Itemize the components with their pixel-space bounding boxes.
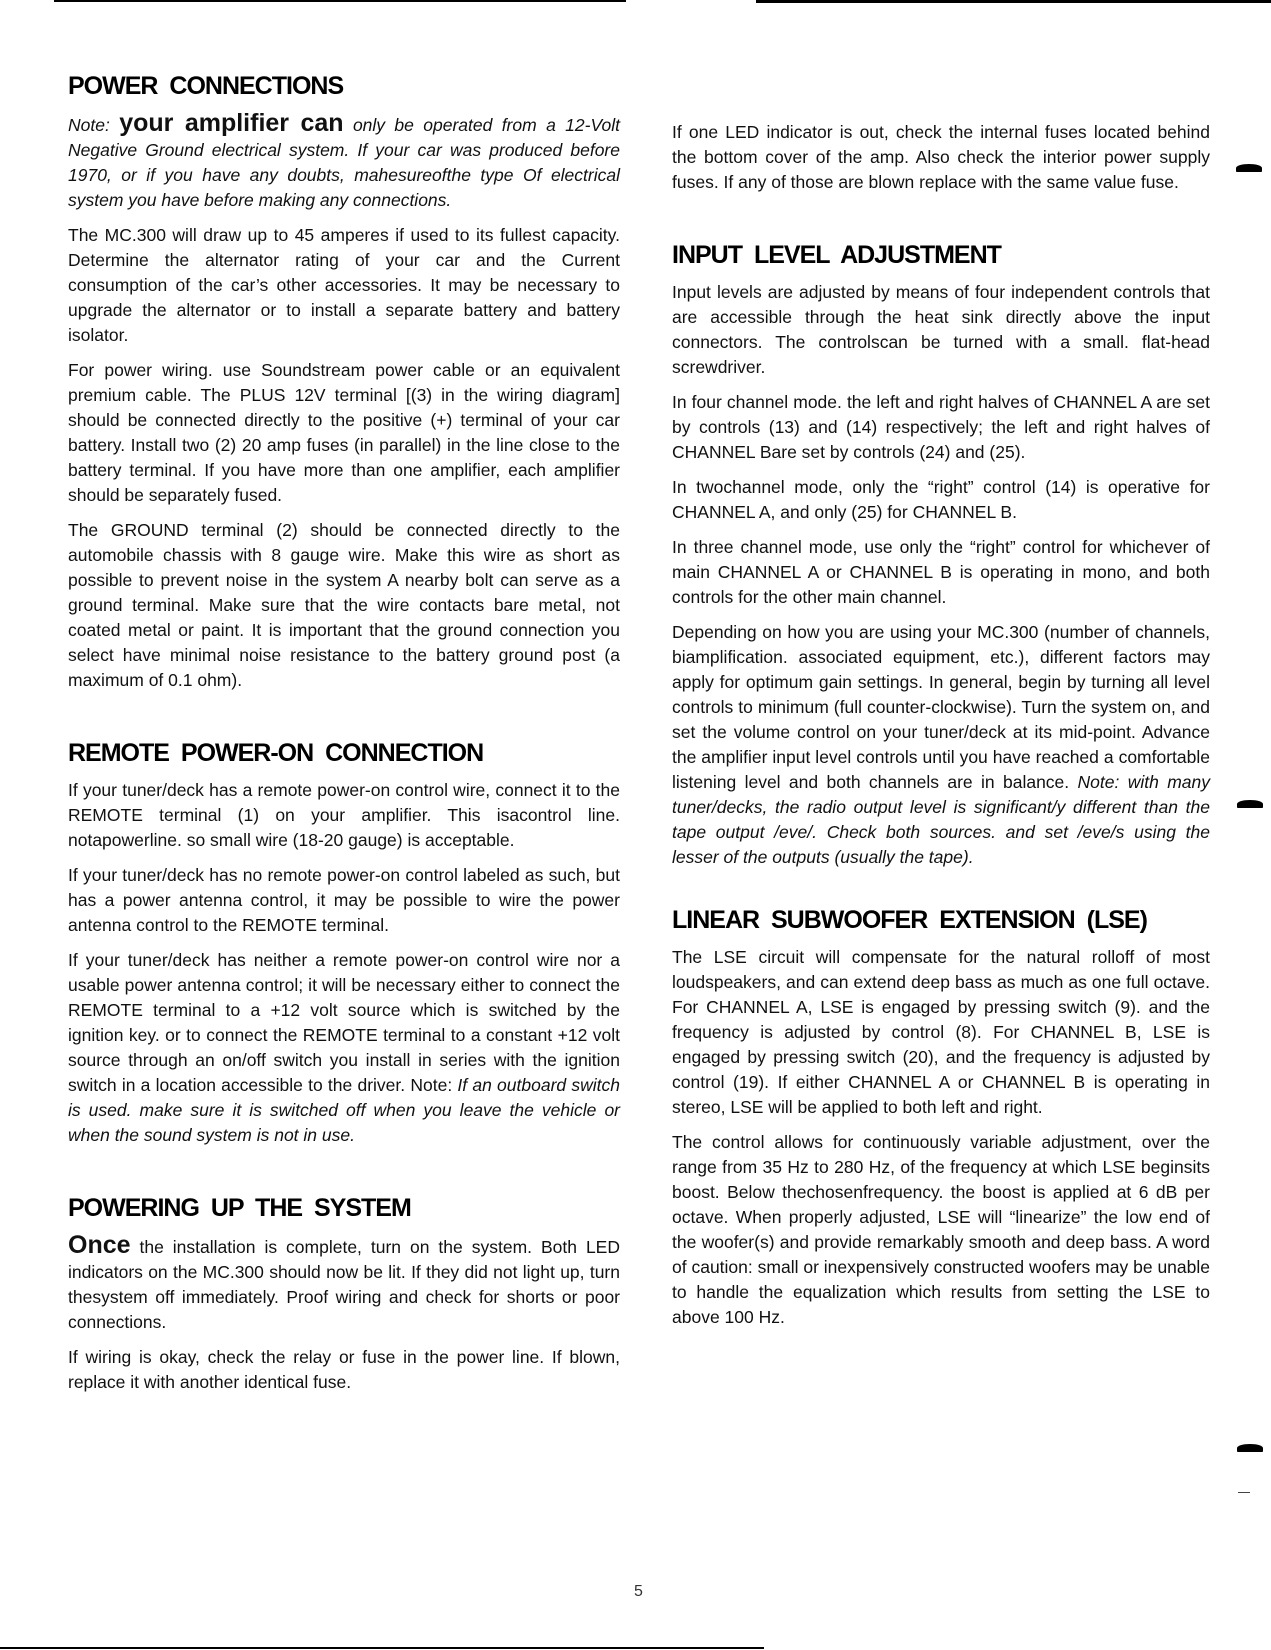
note-prefix: Note: [68,115,110,135]
section-remote-power-on [68,739,620,1148]
input-paragraph-5 [672,620,1210,870]
note-bold: your amplifier can [119,109,344,137]
section-powering-up [68,1194,620,1395]
top-rule-right [756,0,1271,3]
remote-paragraph-1: If your tuner/deck has a remote power-on control wire, connect it to the REMOTE terminal (1) on your amplifier. This isacontrol line. notapowerline. so small wire (18-20 gauge) is acceptable. [68,780,620,850]
right-column [672,120,1210,1340]
spacer [68,703,620,739]
margin-mark [1236,164,1262,172]
powering-p1-rest: the installation is complete, turn on the system. Both LED indicators on the MC.300 should now be lit. If they did not light up, turn thesystem off immediately. Proof wiring and check for shorts or poor connections. [68,1237,620,1332]
powering-paragraph-2: If wiring is okay, check the relay or fuse in the power line. If blown, replace it with another identical fuse. [68,1347,620,1392]
top-rule-left [54,0,626,2]
heading-input-level: INPUT LEVEL ADJUSTMENT [672,241,1001,269]
remote-paragraph-3 [68,948,620,1148]
note-rest: only be operated from a 12-Volt Negative Ground electrical system. If your car was produced before 1970, or if you have any doubts, mahesureofthe type Of electrical system you have before making any connections. [68,115,620,210]
heading-remote-power-on: REMOTE POWER-ON CONNECTION [68,739,484,767]
input-p5-note: Note: with many tuner/decks, the radio output level is significant/y different than the tape output /eve/. Check both sources. and set /eve/s using the lesser of the outputs (usually the tape). [672,772,1210,867]
margin-mark [1237,800,1263,808]
lse-paragraph-2: The control allows for continuously variable adjustment, over the range from 35 Hz to 280 Hz, of the frequency at which LSE beginsits boost. Below thechosenfrequency. the boost is applied at 6 dB per octave. When properly adjusted, LSE will “linearize” the low end of the woofer(s) and provide remarkably smooth and deep bass. A word of caution: small or inexpensively constructed woofers may be unable to handle the equalization which results from setting the LSE to above 100 Hz. [672,1132,1210,1327]
heading-powering-up: POWERING UP THE SYSTEM [68,1194,411,1222]
input-paragraph-1: Input levels are adjusted by means of four independent controls that are accessible through the heat sink directly above the input connectors. The controlscan be turned with a small. flat-head screwdriver. [672,282,1210,377]
lse-paragraph-1: The LSE circuit will compensate for the natural rolloff of most loudspeakers, and can extend deep bass as much as one full octave. For CHANNEL A, LSE is engaged by pressing switch (9). and the frequency is adjusted by control (8). For CHANNEL B, LSE is engaged by pressing switch (20), and the frequency is adjusted by control (19). If either CHANNEL A or CHANNEL B is operating in stereo, LSE will be applied to both left and right. [672,947,1210,1117]
input-paragraph-4: In three channel mode, use only the “right” control for whichever of main CHANNEL A or CHANNEL B is operating in mono, and both controls for the other main channel. [672,537,1210,607]
once-lead: Once [68,1231,131,1259]
power-paragraph-1: The MC.300 will draw up to 45 amperes if used to its fullest capacity. Determine the alternator rating of your car and the Current consumption of the car’s other accessories. It may be necessary to upgrade the alternator or to install a separate battery and battery isolator. [68,225,620,345]
heading-power-connections: POWER CONNECTIONS [68,72,344,100]
margin-dash [1238,1492,1250,1493]
section-power-connections [68,72,620,693]
remote-p3-italic-note: If an outboard switch is used. make sure it is switched off when you leave the vehicle or when the sound system is not in use. [68,1075,620,1145]
bottom-rule [0,1647,764,1649]
remote-p3-main: If your tuner/deck has neither a remote power-on control wire nor a usable power antenna control; it will be necessary either to connect the REMOTE terminal to a +12 volt source which is switched by the ignition key. or to connect the REMOTE terminal to a constant +12 volt source through an on/off switch you install in series with the ignition switch in a location accessible to the driver. Note: [68,950,620,1095]
page-number: 5 [634,1583,643,1600]
input-p5-main: Depending on how you are using your MC.300 (number of channels, biamplification. associated equipment, etc.), different factors may apply for optimum gain settings. In general, begin by turning all level controls to minimum (full counter-clockwise). Turn the system on, and set the volume control on your tuner/deck at its mid-point. Advance the amplifier input level controls until you have reached a comfortable listening level and both channels are in balance. [672,622,1210,792]
power-paragraph-3: The GROUND terminal (2) should be connected directly to the automobile chassis with 8 gauge wire. Make this wire as short as possible to prevent noise in the system A nearby bolt can serve as a ground terminal. Make sure that the wire contacts bare metal, not coated metal or paint. It is important that the ground connection you select have minimal noise resistance to the battery ground post (a maximum of 0.1 ohm). [68,520,620,690]
section-led-check [672,120,1210,195]
input-paragraph-2: In four channel mode. the left and right halves of CHANNEL A are set by controls (13) and (14) respectively; the left and right halves of CHANNEL Bare set by controls (24) and (25). [672,392,1210,462]
margin-mark [1237,1444,1263,1452]
left-column [68,72,620,1405]
spacer [672,205,1210,241]
power-paragraph-2: For power wiring. use Soundstream power cable or an equivalent premium cable. The PLUS 12V terminal [(3) in the wiring diagram] should be connected directly to the positive (+) terminal of your car battery. Install two (2) 20 amp fuses (in parallel) in the line close to the battery terminal. If you have more than one amplifier, each amplifier should be separately fused. [68,360,620,505]
heading-lse: LINEAR SUBWOOFER EXTENSION (LSE) [672,906,1147,934]
remote-paragraph-2: If your tuner/deck has no remote power-on control labeled as such, but has a power antenna control, it may be possible to wire the power antenna control to the REMOTE terminal. [68,865,620,935]
section-lse [672,906,1210,1330]
spacer [68,1158,620,1194]
input-paragraph-3: In twochannel mode, only the “right” control (14) is operative for CHANNEL A, and only (25) for CHANNEL B. [672,477,1210,522]
section-input-level [672,241,1210,870]
spacer [672,880,1210,906]
led-check-paragraph: If one LED indicator is out, check the internal fuses located behind the bottom cover of the amp. Also check the interior power supply fuses. If any of those are blown replace with the same value fuse. [672,122,1210,192]
power-note [68,111,620,213]
powering-paragraph-1 [68,1233,620,1335]
